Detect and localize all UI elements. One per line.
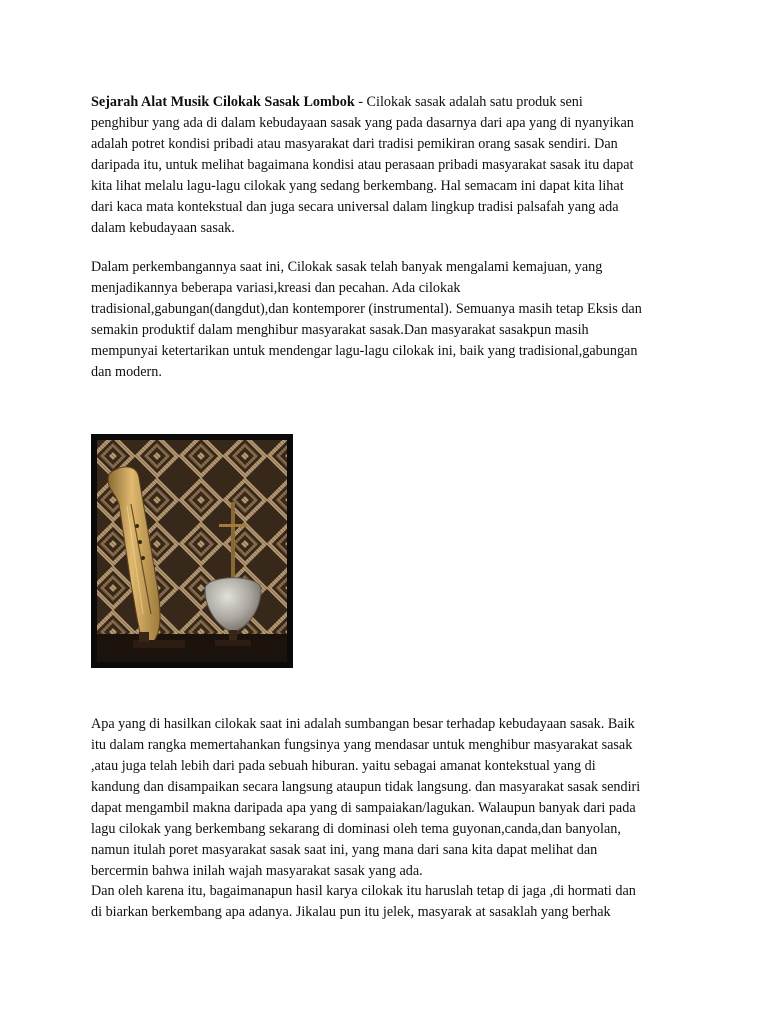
text-line: dapat mengambil makna daripada apa yang di sampaiakan/lagukan. Walaupun banyak dari pada	[91, 800, 636, 816]
text-line: bercermin bahwa inilah wajah masyarakat sasak yang ada.	[91, 863, 423, 879]
text-line: Dalam perkembangannya saat ini, Cilokak sasak telah banyak mengalami kemajuan, yang	[91, 259, 603, 275]
text-line: ,atau juga telah lebih dari pada sebuah hiburan. yaitu sebagai amanat kontekstual yang di	[91, 758, 596, 774]
text-line: daripada itu, untuk melihat bagaimana kondisi atau perasaan pribadi masyarakat sasak itu dapat	[91, 157, 634, 173]
text-line: penghibur yang ada di dalam kebudayaan sasak yang pada dasarnya dari apa yang di nyanyikan	[91, 115, 634, 131]
text-line: kandung dan disampaikan secara langsung ataupun tidak langsung. dan masyarakat sasak sendiri	[91, 779, 641, 795]
text-line: itu dalam rangka memertahankan fungsinya yang mendasar untuk menghibur masyarakat sasak	[91, 737, 633, 753]
article-title: Sejarah Alat Musik Cilokak Sasak Lombok	[91, 94, 355, 110]
text-line: namun itulah poret masyarakat sasak saat ini, yang mana dari sana kita dapat melihat dan	[91, 842, 598, 858]
text-line: kita lihat melalu lagu-lagu cilokak yang sedang berkembang. Hal semacam ini dapat kita lihat	[91, 178, 624, 194]
text-line: semakin produktif dalam menghibur masyarakat sasak.Dan masyarakat sasakpun masih	[91, 322, 589, 338]
text-line: adalah potret kondisi pribadi atau masyarakat dari tradisi pemikiran orang sasak sendiri. Dan	[91, 136, 618, 152]
paragraph-development	[91, 257, 681, 383]
text-line: dalam kebudayaan sasak.	[91, 220, 235, 236]
paragraph-conclusion	[91, 881, 681, 923]
text-line: Apa yang di hasilkan cilokak saat ini adalah sumbangan besar terhadap kebudayaan sasak. Baik	[91, 716, 635, 732]
instruments-illustration	[91, 434, 293, 668]
text-line: di biarkan berkembang apa adanya. Jikalau pun itu jelek, masyarak at sasaklah yang berhak	[91, 904, 611, 920]
text-line: Sejarah Alat Musik Cilokak Sasak Lombok - Cilokak sasak adalah satu produk seni	[91, 94, 583, 110]
text-line: mempunyai ketertarikan untuk mendengar lagu-lagu cilokak ini, baik yang tradisional,gabungan	[91, 343, 638, 359]
cilokak-instruments-photo	[91, 434, 293, 668]
paragraph-intro	[91, 92, 681, 239]
text-line: lagu cilokak yang berkembang sekarang di dominasi oleh tema guyonan,canda,dan banyolan,	[91, 821, 621, 837]
text-line: dari kaca mata kontekstual dan juga secara universal dalam lingkup tradisi palsafah yang ada	[91, 199, 619, 215]
text-line: menjadikannya beberapa variasi,kreasi dan pecahan. Ada cilokak	[91, 280, 461, 296]
text-line: tradisional,gabungan(dangdut),dan kontemporer (instrumental). Semuanya masih tetap Eksis dan	[91, 301, 642, 317]
text-line: Dan oleh karena itu, bagaimanapun hasil karya cilokak itu haruslah tetap di jaga ,di hormati dan	[91, 883, 636, 899]
text-line: dan modern.	[91, 364, 162, 380]
paragraph-contribution	[91, 714, 681, 882]
